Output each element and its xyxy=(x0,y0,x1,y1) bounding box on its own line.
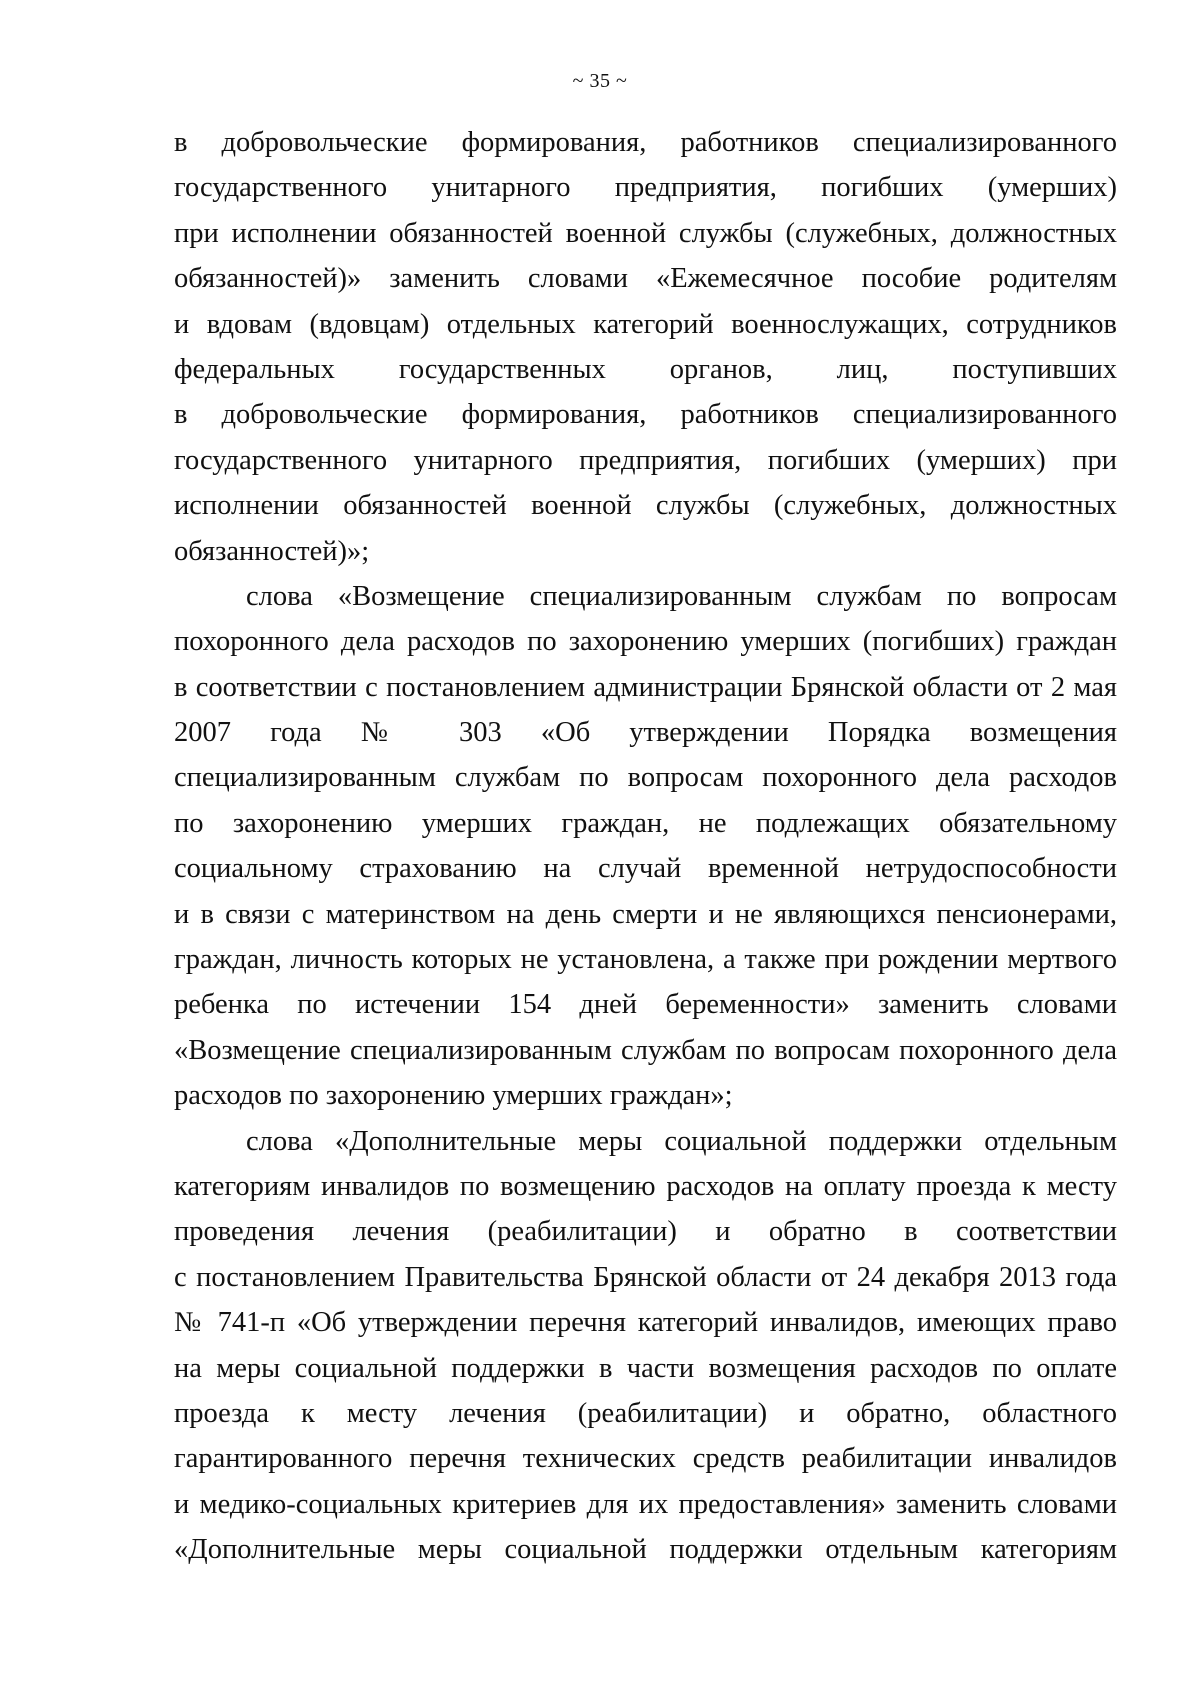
text-line: и медико-социальных критериев для их предоставления» заменить словами xyxy=(174,1488,1117,1520)
text-line: обязанностей)»; xyxy=(174,535,370,567)
document-body xyxy=(174,120,1117,1573)
text-line: 2007 года № 303 «Об утверждении Порядка возмещения xyxy=(174,717,1117,749)
text-line: в добровольческие формирования, работников специализированного xyxy=(174,127,1117,158)
text-line: в добровольческие формирования, работников специализированного xyxy=(174,399,1117,431)
text-line: и вдовам (вдовцам) отдельных категорий военнослужащих, сотрудников xyxy=(174,308,1117,340)
text-line: федеральных государственных органов, лиц, поступивших xyxy=(174,353,1117,385)
text-line: «Возмещение специализированным службам по вопросам похоронного дела xyxy=(174,1034,1117,1066)
text-line: ребенка по истечении 154 дней беременности» заменить словами xyxy=(174,989,1117,1021)
text-line: категориям инвалидов по возмещению расходов на оплату проезда к месту xyxy=(174,1170,1117,1202)
text-line: граждан, личность которых не установлена, а также при рождении мертвого xyxy=(174,944,1117,976)
paragraph-1 xyxy=(174,120,1117,574)
text-line: и в связи с материнством на день смерти и не являющихся пенсионерами, xyxy=(174,898,1117,930)
text-line: социальному страхованию на случай временной нетрудоспособности xyxy=(174,853,1117,885)
text-line: государственного унитарного предприятия, погибших (умерших) xyxy=(174,172,1117,204)
page-number: ~ 35 ~ xyxy=(572,70,628,92)
text-line: при исполнении обязанностей военной службы (служебных, должностных xyxy=(174,217,1117,249)
text-line: расходов по захоронению умерших граждан»; xyxy=(174,1080,733,1112)
text-line: слова «Возмещение специализированным службам по вопросам xyxy=(246,580,1117,612)
text-line: проезда к месту лечения (реабилитации) и обратно, областного xyxy=(174,1397,1117,1429)
text-line: по захоронению умерших граждан, не подлежащих обязательному xyxy=(174,807,1117,839)
text-line: гарантированного перечня технических средств реабилитации инвалидов xyxy=(174,1443,1117,1475)
paragraph-3 xyxy=(174,1119,1117,1573)
text-line: проведения лечения (реабилитации) и обратно в соответствии xyxy=(174,1216,1117,1248)
text-line: похоронного дела расходов по захоронению умерших (погибших) граждан xyxy=(174,626,1117,658)
text-line: государственного унитарного предприятия, погибших (умерших) при xyxy=(174,444,1117,476)
text-line: «Дополнительные меры социальной поддержки отдельным категориям xyxy=(174,1534,1117,1566)
text-line: исполнении обязанностей военной службы (служебных, должностных xyxy=(174,490,1117,522)
text-line: № 741-п «Об утверждении перечня категорий инвалидов, имеющих право xyxy=(174,1307,1117,1339)
text-line: в соответствии с постановлением администрации Брянской области от 2 мая xyxy=(174,671,1117,703)
text-line: слова «Дополнительные меры социальной поддержки отдельным xyxy=(246,1125,1117,1157)
text-line: специализированным службам по вопросам похоронного дела расходов xyxy=(174,762,1117,794)
paragraph-2 xyxy=(174,574,1117,1119)
text-line: с постановлением Правительства Брянской области от 24 декабря 2013 года xyxy=(174,1261,1117,1293)
text-line: обязанностей)» заменить словами «Ежемесячное пособие родителям xyxy=(174,263,1117,295)
text-line: на меры социальной поддержки в части возмещения расходов по оплате xyxy=(174,1352,1117,1384)
